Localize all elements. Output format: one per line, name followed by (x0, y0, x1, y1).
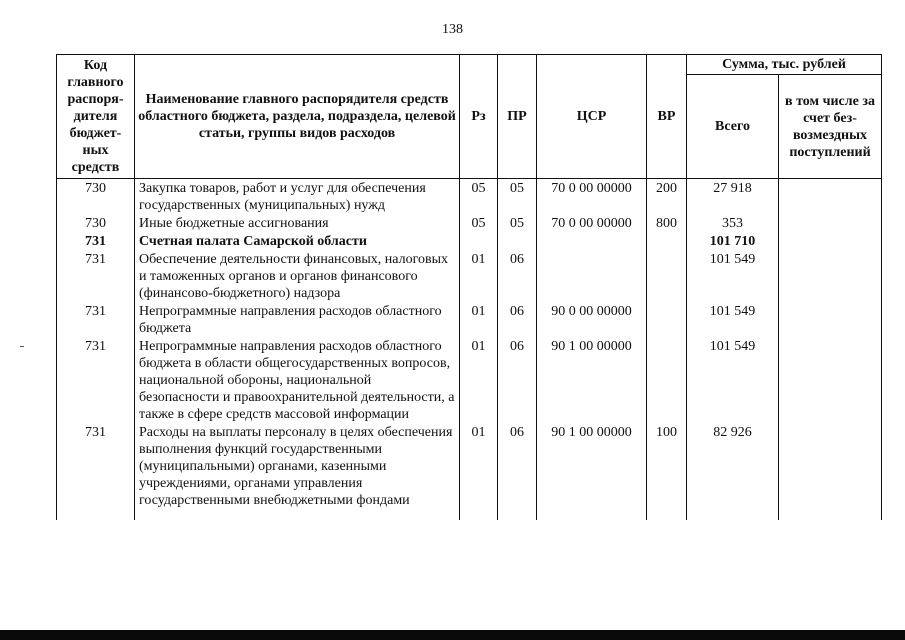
cell-code: 731 (57, 337, 135, 423)
cell-vr (647, 302, 687, 337)
cell-rz (460, 232, 498, 250)
cell-pr (498, 232, 537, 250)
cell-pr: 06 (498, 250, 537, 302)
cell-rz: 01 (460, 423, 498, 520)
header-rz: Рз (460, 55, 498, 179)
table-row (57, 423, 882, 520)
cell-rz: 01 (460, 302, 498, 337)
budget-table (56, 54, 882, 520)
cell-rz: 01 (460, 250, 498, 302)
table-row (57, 337, 882, 423)
cell-csr (537, 250, 647, 302)
header-name: Наименование главного распорядителя средств областного бюджета, раздела, подраздела, целевой статьи, группы видов расходов (135, 55, 460, 179)
cell-csr (537, 232, 647, 250)
cell-vr (647, 250, 687, 302)
scan-edge-bar (0, 630, 905, 640)
table-row (57, 302, 882, 337)
cell-code: 730 (57, 179, 135, 215)
cell-code: 731 (57, 250, 135, 302)
cell-code: 731 (57, 423, 135, 520)
table-header (57, 55, 882, 179)
cell-vr: 800 (647, 214, 687, 232)
cell-vr: 200 (647, 179, 687, 215)
cell-rz: 05 (460, 214, 498, 232)
cell-pr: 06 (498, 302, 537, 337)
table-body (57, 179, 882, 521)
header-pr: ПР (498, 55, 537, 179)
cell-name: Иные бюджетные ассигнования (135, 214, 460, 232)
cell-free (779, 302, 882, 337)
header-sum-group: Сумма, тыс. рублей (687, 55, 882, 75)
table-row (57, 214, 882, 232)
cell-name: Непрограммные направления расходов областного бюджета в области общегосударственных вопросов, национальной обороны, национальной безопасности и правоохранительной деятельности, а также в сфере средств массовой информации (135, 337, 460, 423)
cell-name: Счетная палата Самарской области (135, 232, 460, 250)
cell-free (779, 250, 882, 302)
cell-vr (647, 232, 687, 250)
cell-total: 101 710 (687, 232, 779, 250)
cell-pr: 05 (498, 214, 537, 232)
cell-total: 82 926 (687, 423, 779, 520)
header-vr: ВР (647, 55, 687, 179)
cell-name: Непрограммные направления расходов областного бюджета (135, 302, 460, 337)
cell-total: 101 549 (687, 337, 779, 423)
header-code: Код главного распоря-дителя бюджет-ных средств (57, 55, 135, 179)
cell-pr: 06 (498, 337, 537, 423)
stray-mark (20, 346, 24, 347)
cell-csr: 70 0 00 00000 (537, 214, 647, 232)
table-row (57, 179, 882, 215)
cell-total: 101 549 (687, 250, 779, 302)
cell-vr: 100 (647, 423, 687, 520)
cell-code: 730 (57, 214, 135, 232)
cell-csr: 70 0 00 00000 (537, 179, 647, 215)
cell-free (779, 232, 882, 250)
cell-total: 27 918 (687, 179, 779, 215)
cell-csr: 90 1 00 00000 (537, 423, 647, 520)
cell-vr (647, 337, 687, 423)
cell-code: 731 (57, 302, 135, 337)
cell-csr: 90 1 00 00000 (537, 337, 647, 423)
cell-name: Обеспечение деятельности финансовых, налоговых и таможенных органов и органов финансового (финансово-бюджетного) надзора (135, 250, 460, 302)
cell-csr: 90 0 00 00000 (537, 302, 647, 337)
header-csr: ЦСР (537, 55, 647, 179)
cell-pr: 05 (498, 179, 537, 215)
page-number: 138 (442, 22, 463, 37)
cell-free (779, 423, 882, 520)
cell-pr: 06 (498, 423, 537, 520)
cell-free (779, 337, 882, 423)
cell-code: 731 (57, 232, 135, 250)
cell-free (779, 179, 882, 215)
cell-name: Расходы на выплаты персоналу в целях обеспечения выполнения функций государственными (муниципальными) органами, казенными учреждениями, органами управления государственными внебюджетными фондами (135, 423, 460, 520)
cell-free (779, 214, 882, 232)
cell-total: 353 (687, 214, 779, 232)
cell-rz: 01 (460, 337, 498, 423)
header-total: Всего (687, 75, 779, 179)
cell-total: 101 549 (687, 302, 779, 337)
cell-rz: 05 (460, 179, 498, 215)
cell-name: Закупка товаров, работ и услуг для обеспечения государственных (муниципальных) нужд (135, 179, 460, 215)
table-row (57, 250, 882, 302)
header-free: в том числе за счет без-возмездных поступлений (779, 75, 882, 179)
table-row (57, 232, 882, 250)
